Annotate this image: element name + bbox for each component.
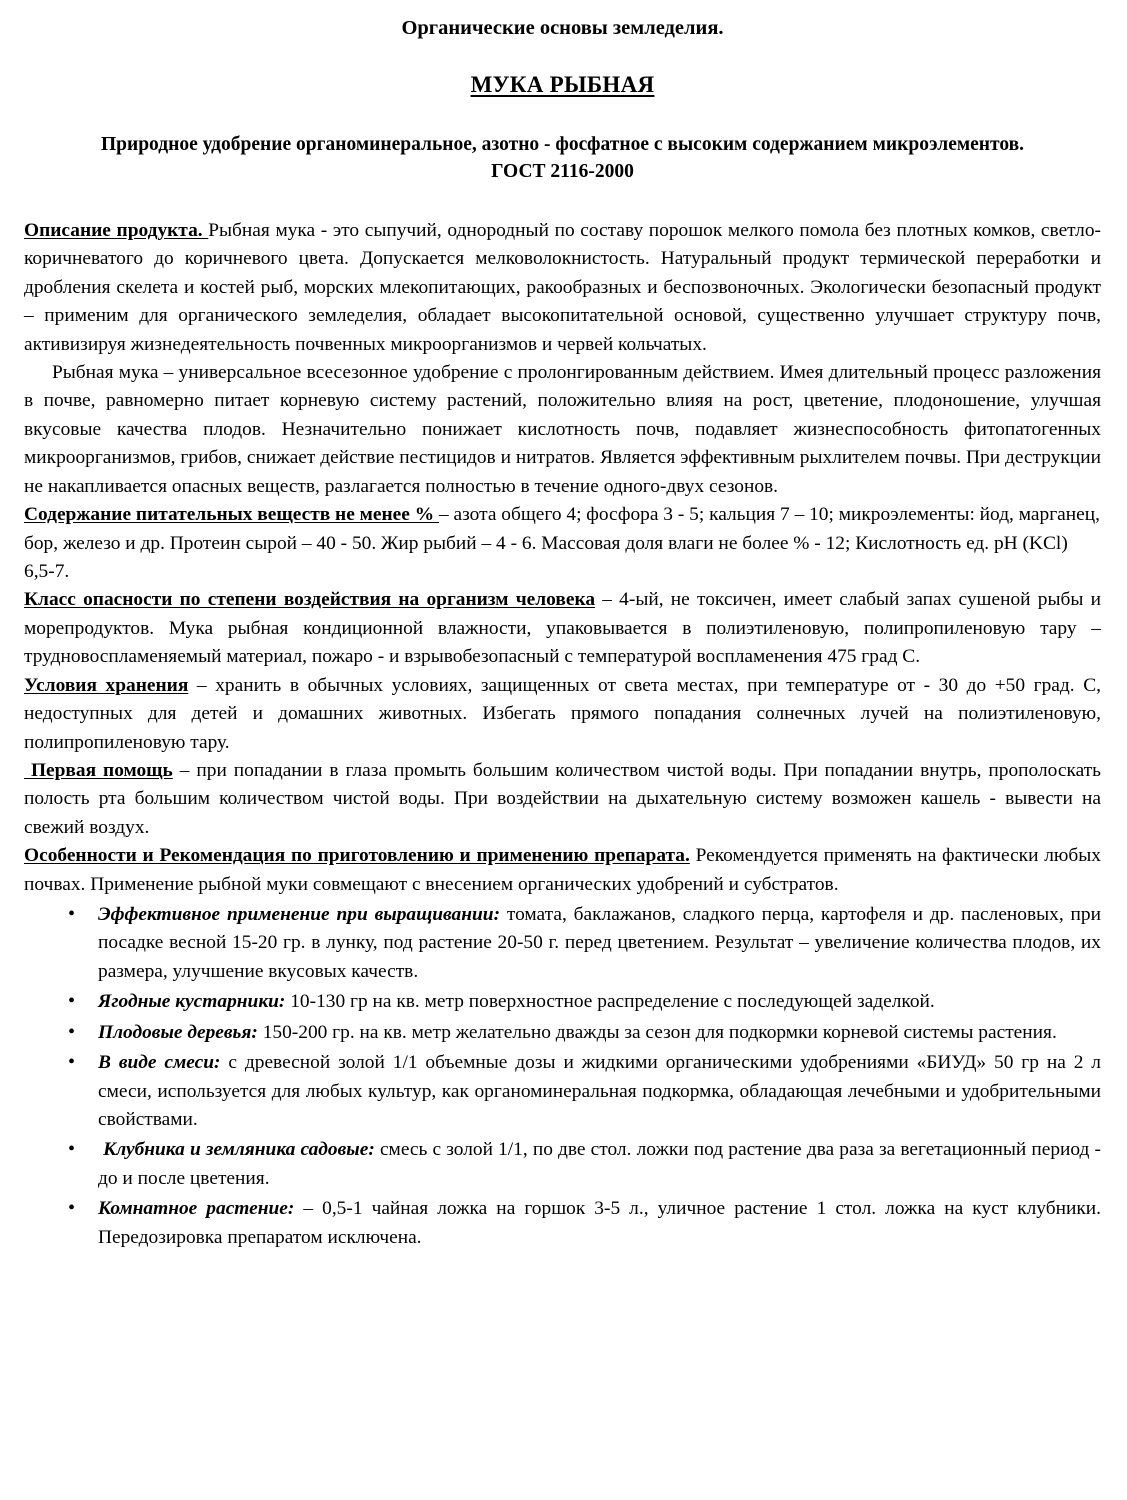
list-item-text: 150-200 гр. на кв. метр желательно дважды за сезон для подкормки корневой системы растения. [257,1021,1057,1043]
document-body [24,217,1101,1252]
list-item-text: – 0,5-1 чайная ложка на горшок 3-5 л., уличное растение 1 стол. ложка на куст клубники. Передозировка препаратом исключена. [98,1198,1102,1248]
list-item [24,901,1101,986]
list-item-title: Клубника и земляника садовые: [98,1139,375,1161]
product-subtitle: Природное удобрение органоминеральное, азотно - фосфатное с высоким содержанием микроэлементов. [100,133,1025,155]
list-item-text: с древесной золой 1/1 объемные дозы и жидкими органическими удобрениями «БИУД» 50 гр на 2 л смеси, используется для любых культур, как органоминеральная подкормка, обладающая лечебными и удобрительными свойствами. [98,1052,1101,1131]
section-first-aid [24,757,1101,842]
section-hazard-class [24,586,1101,671]
list-item-title: В виде смеси: [98,1052,221,1074]
list-item [24,1019,1101,1047]
list-item-text: 10-130 гр на кв. метр поверхностное распределение с последующей заделкой. [285,991,935,1013]
section-recommendations [24,842,1101,899]
product-title: МУКА РЫБНАЯ [470,71,655,97]
list-item-title: Ягодные кустарники: [98,991,286,1013]
page-title: Органические основы земледелия. [401,17,724,39]
section-storage [24,672,1101,757]
section-nutrients-text: – азота общего 4; фосфора 3 - 5; кальция 7 – 10; микроэлементы: йод, марганец, бор, железо и др. Протеин сырой – 40 - 50. Жир рыбий – 4 - 6. Массовая доля влаги не более % - 12; Кислотность ед. рН (KCl) 6,5-7. [24,504,1100,582]
list-item [24,1195,1101,1252]
section-description-lead: Описание продукта. [24,219,209,241]
list-item [24,1049,1101,1134]
list-item [24,1136,1101,1193]
section-nutrients-lead: Содержание питательных веществ не менее % [24,504,439,526]
section-nutrients [24,501,1101,586]
product-title-container [24,72,1101,98]
section-description [24,217,1101,359]
section-description-paragraph2: Рыбная мука – универсальное всесезонное удобрение с пролонгированным действием. Имея длительный процесс разложения в почве, равномерно питает корневую систему растений, положительно влияя на рост, цветение, плодоношение, улучшая вкусовые качества плодов. Незначительно понижает кислотность почв, подавляет жизнеспособность фитопатогенных микроорганизмов, грибов, снижает действие пестицидов и нитратов. Является эффективным рыхлителем почвы. При деструкции не накапливается опасных веществ, разлагается полностью в течение одного-двух сезонов. [24,362,1101,497]
section-hazard-class-text: – 4-ый, не токсичен, имеет слабый запах сушеной рыбы и морепродуктов. Мука рыбная кондиционной влажности, упаковывается в полиэтиленовую, полипропиленовую тару – трудновоспламеняемый материал, пожаро - и взрывобезопасный с температурой воспламенения 475 град С. [24,589,1101,668]
section-storage-text: – хранить в обычных условиях, защищенных от света местах, при температуре от - 30 до +50 град. С, недоступных для детей и домашних животных. Избегать прямого попадания солнечных лучей на полиэтиленовую, полипропиленовую тару. [24,674,1101,753]
section-recommendations-lead: Особенности и Рекомендация по приготовлению и применению препарата. [24,845,690,867]
section-first-aid-text: – при попадании в глаза промыть большим количеством чистой воды. При попадании внутрь, прополоскать полость рта большим количеством чистой воды. При воздействии на дыхательную систему возможен кашель - вывести на свежий воздух. [24,759,1101,838]
section-storage-lead: Условия хранения [24,674,189,696]
section-hazard-class-lead: Класс опасности по степени воздействия на организм человека [24,589,596,611]
usage-list [24,901,1101,1252]
section-description-text: Рыбная мука - это сыпучий, однородный по составу порошок мелкого помола без плотных комков, светло-коричневатого до коричневого цвета. Допускается мелковолокнистость. Натуральный продукт термической переработки и дробления скелета и костей рыб, морских млекопитающих, ракообразных и беспозвоночных. Экологически безопасный продукт – применим для органического земледелия, обладает высокопитательной основой, существенно улучшает структуру почв, активизируя жизнедеятельность почвенных микроорганизмов и червей кольчатых. [24,219,1102,355]
list-item-text: смесь с золой 1/1, по две стол. ложки под растение два раза за вегетационный период - до и после цветения. [98,1139,1101,1189]
list-item-title: Эффективное применение при выращивании: [98,904,501,926]
standard-code: ГОСТ 2116-2000 [491,160,634,182]
list-item-title: Комнатное растение: [98,1198,295,1220]
list-item-text: томата, баклажанов, сладкого перца, картофеля и др. пасленовых, при посадке весной 15-20 гр. в лунку, под растение 20-50 г. перед цветением. Результат – увеличение количества плодов, их размера, улучшение вкусовых качеств. [98,904,1101,982]
list-item [24,988,1101,1016]
section-first-aid-lead: Первая помощь [24,759,173,781]
list-item-title: Плодовые деревья: [98,1021,258,1043]
section-recommendations-text: Рекомендуется применять на фактически любых почвах. Применение рыбной муки совмещают с внесением органических удобрений и субстратов. [24,845,1101,895]
